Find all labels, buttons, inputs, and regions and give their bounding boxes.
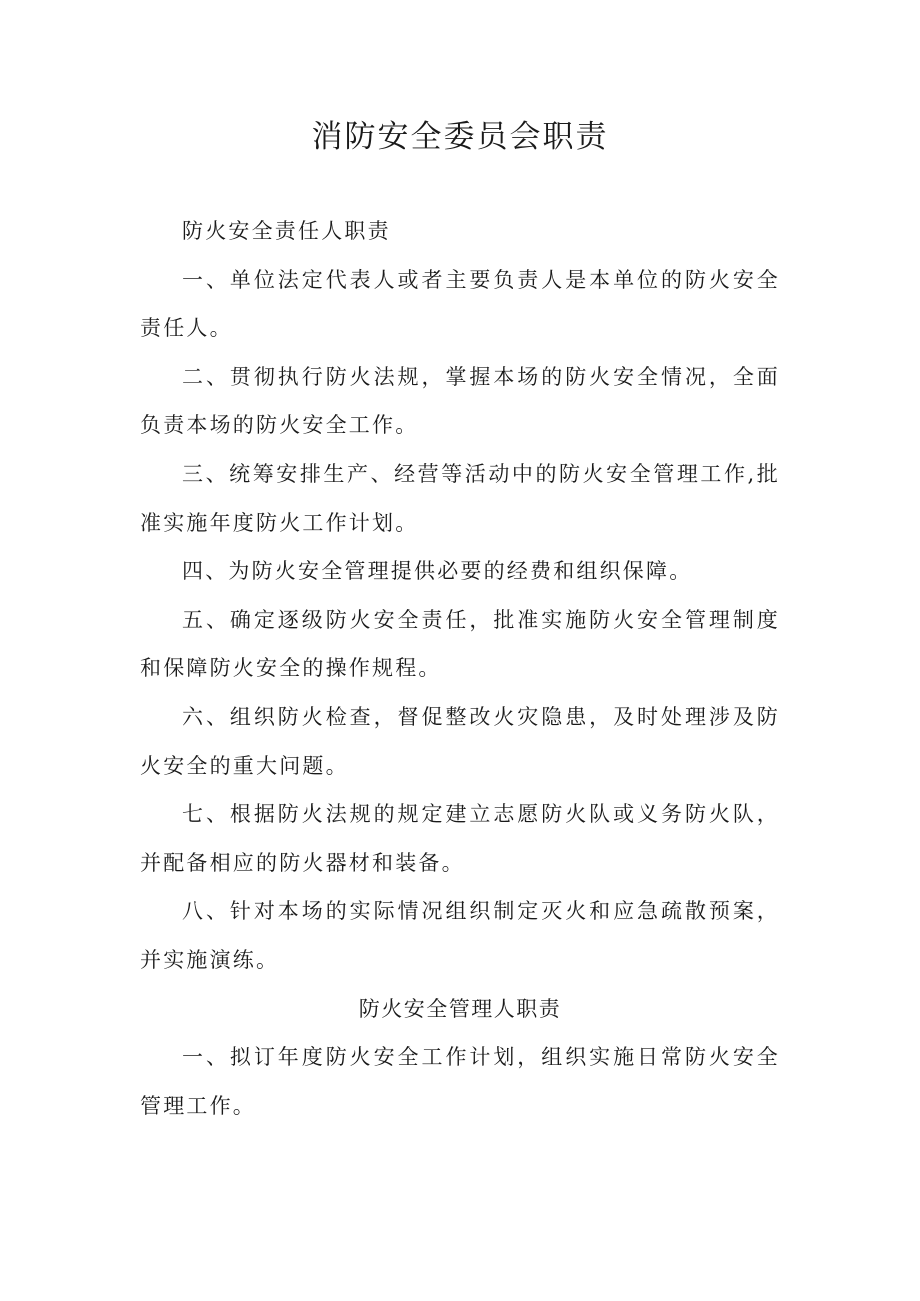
duty-item-5: 五、确定逐级防火安全责任，批准实施防火安全管理制度和保障防火安全的操作规程。 <box>140 607 780 681</box>
section-heading-fire-safety-manager: 防火安全管理人职责 <box>358 996 562 1021</box>
duty-item-3: 三、统筹安排生产、经营等活动中的防火安全管理工作,批准实施年度防火工作计划。 <box>140 461 780 535</box>
duty-item-7: 七、根据防火法规的规定建立志愿防火队或义务防火队，并配备相应的防火器材和装备。 <box>140 802 780 875</box>
duty-item-4: 四、为防火安全管理提供必要的经费和组织保障。 <box>182 559 693 584</box>
manager-duty-item-1: 一、拟订年度防火安全工作计划，组织实施日常防火安全管理工作。 <box>140 1045 780 1118</box>
document-title: 消防安全委员会职责 <box>311 119 609 155</box>
section-heading-fire-safety-responsible-person: 防火安全责任人职责 <box>182 219 391 243</box>
document-body <box>140 207 780 1130</box>
duty-item-2: 二、贯彻执行防火法规，掌握本场的防火安全情况，全面负责本场的防火安全工作。 <box>140 364 780 438</box>
duty-item-1: 一、单位法定代表人或者主要负责人是本单位的防火安全责任人。 <box>140 267 780 341</box>
duty-item-6: 六、组织防火检查，督促整改火灾隐患，及时处理涉及防火安全的重大问题。 <box>140 704 780 778</box>
duty-item-8: 八、针对本场的实际情况组织制定灭火和应急疏散预案，并实施演练。 <box>140 899 780 972</box>
